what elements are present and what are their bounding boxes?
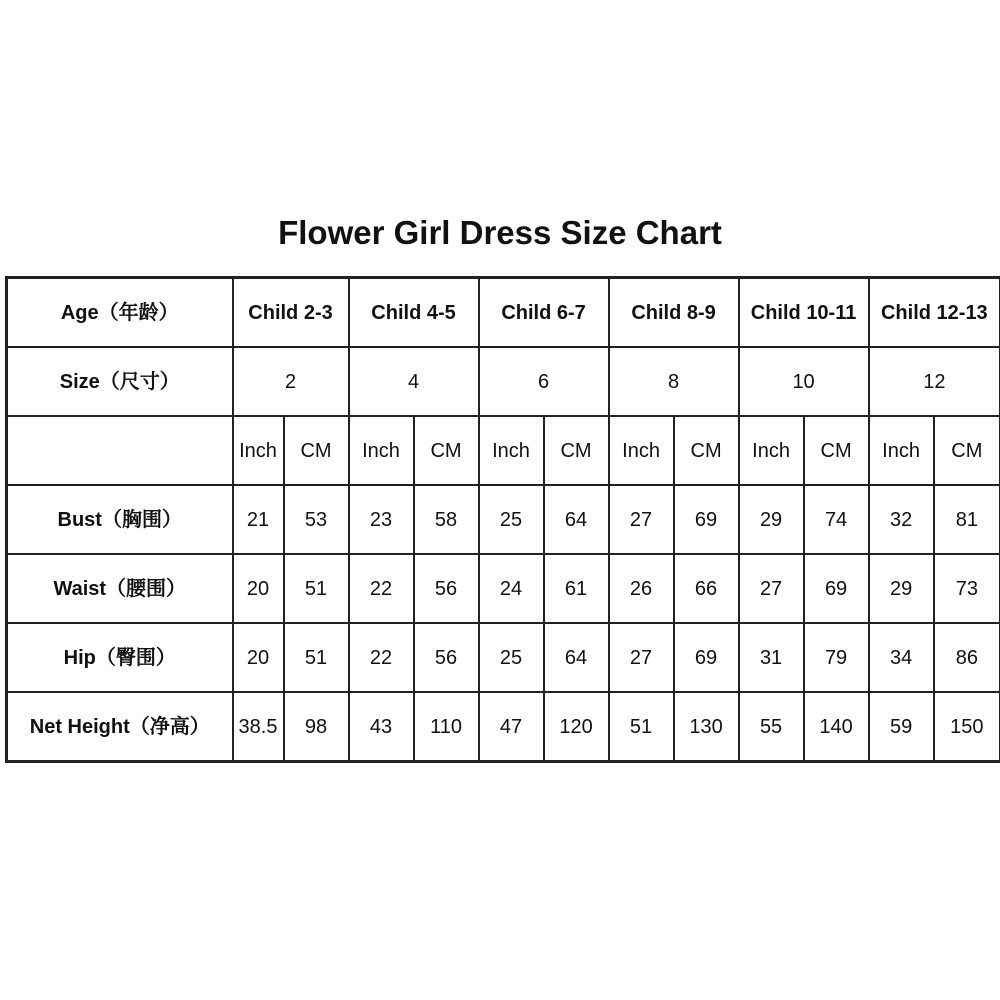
waist-cm-value: 66 (674, 554, 739, 623)
hip-cm-value: 79 (804, 623, 869, 692)
net-height-row (7, 692, 1000, 762)
unit-inch-cell: Inch (479, 416, 544, 485)
age-header-cell: Child 12-13 (869, 278, 1000, 348)
unit-row (7, 416, 1000, 485)
bust-row-label: Bust（胸围） (7, 485, 233, 554)
unit-cm-cell: CM (284, 416, 349, 485)
height-cm-value: 120 (544, 692, 609, 762)
unit-inch-cell: Inch (869, 416, 934, 485)
bust-inch-value: 32 (869, 485, 934, 554)
height-inch-value: 47 (479, 692, 544, 762)
waist-inch-value: 22 (349, 554, 414, 623)
size-header-cell: 8 (609, 347, 739, 416)
age-header-cell: Child 8-9 (609, 278, 739, 348)
bust-cm-value: 69 (674, 485, 739, 554)
height-cm-value: 150 (934, 692, 1000, 762)
age-header-cell: Child 4-5 (349, 278, 479, 348)
height-cm-value: 98 (284, 692, 349, 762)
waist-row-label: Waist（腰围） (7, 554, 233, 623)
hip-cm-value: 56 (414, 623, 479, 692)
waist-cm-value: 56 (414, 554, 479, 623)
waist-inch-value: 26 (609, 554, 674, 623)
age-header-cell: Child 6-7 (479, 278, 609, 348)
height-cm-value: 130 (674, 692, 739, 762)
unit-inch-cell: Inch (233, 416, 284, 485)
size-header-cell: 12 (869, 347, 1000, 416)
size-row (7, 347, 1000, 416)
chart-title: Flower Girl Dress Size Chart (278, 214, 722, 251)
unit-cm-cell: CM (544, 416, 609, 485)
bust-cm-value: 64 (544, 485, 609, 554)
age-row-label: Age（年龄） (7, 278, 233, 348)
waist-cm-value: 51 (284, 554, 349, 623)
hip-inch-value: 34 (869, 623, 934, 692)
waist-cm-value: 61 (544, 554, 609, 623)
hip-inch-value: 27 (609, 623, 674, 692)
unit-cm-cell: CM (804, 416, 869, 485)
waist-inch-value: 29 (869, 554, 934, 623)
unit-inch-cell: Inch (739, 416, 804, 485)
height-inch-value: 43 (349, 692, 414, 762)
bust-inch-value: 21 (233, 485, 284, 554)
age-row (7, 278, 1000, 348)
hip-inch-value: 31 (739, 623, 804, 692)
hip-row (7, 623, 1000, 692)
unit-row-label (7, 416, 233, 485)
unit-inch-cell: Inch (609, 416, 674, 485)
size-header-cell: 2 (233, 347, 349, 416)
height-inch-value: 59 (869, 692, 934, 762)
height-cm-value: 140 (804, 692, 869, 762)
bust-row (7, 485, 1000, 554)
bust-cm-value: 53 (284, 485, 349, 554)
hip-row-label: Hip（臀围） (7, 623, 233, 692)
waist-cm-value: 73 (934, 554, 1000, 623)
height-inch-value: 38.5 (233, 692, 284, 762)
age-header-cell: Child 10-11 (739, 278, 869, 348)
hip-cm-value: 86 (934, 623, 1000, 692)
age-header-cell: Child 2-3 (233, 278, 349, 348)
bust-inch-value: 25 (479, 485, 544, 554)
waist-inch-value: 20 (233, 554, 284, 623)
size-header-cell: 10 (739, 347, 869, 416)
hip-inch-value: 22 (349, 623, 414, 692)
unit-cm-cell: CM (674, 416, 739, 485)
unit-inch-cell: Inch (349, 416, 414, 485)
bust-inch-value: 27 (609, 485, 674, 554)
bust-cm-value: 58 (414, 485, 479, 554)
bust-inch-value: 29 (739, 485, 804, 554)
unit-cm-cell: CM (934, 416, 1000, 485)
hip-inch-value: 20 (233, 623, 284, 692)
bust-cm-value: 81 (934, 485, 1000, 554)
height-inch-value: 51 (609, 692, 674, 762)
size-header-cell: 6 (479, 347, 609, 416)
hip-inch-value: 25 (479, 623, 544, 692)
size-header-cell: 4 (349, 347, 479, 416)
size-row-label: Size（尺寸） (7, 347, 233, 416)
waist-row (7, 554, 1000, 623)
bust-cm-value: 74 (804, 485, 869, 554)
hip-cm-value: 69 (674, 623, 739, 692)
unit-cm-cell: CM (414, 416, 479, 485)
bust-inch-value: 23 (349, 485, 414, 554)
waist-inch-value: 24 (479, 554, 544, 623)
height-cm-value: 110 (414, 692, 479, 762)
waist-cm-value: 69 (804, 554, 869, 623)
size-chart-table (5, 276, 1000, 763)
hip-cm-value: 64 (544, 623, 609, 692)
waist-inch-value: 27 (739, 554, 804, 623)
hip-cm-value: 51 (284, 623, 349, 692)
net-height-row-label: Net Height（净高） (7, 692, 233, 762)
height-inch-value: 55 (739, 692, 804, 762)
